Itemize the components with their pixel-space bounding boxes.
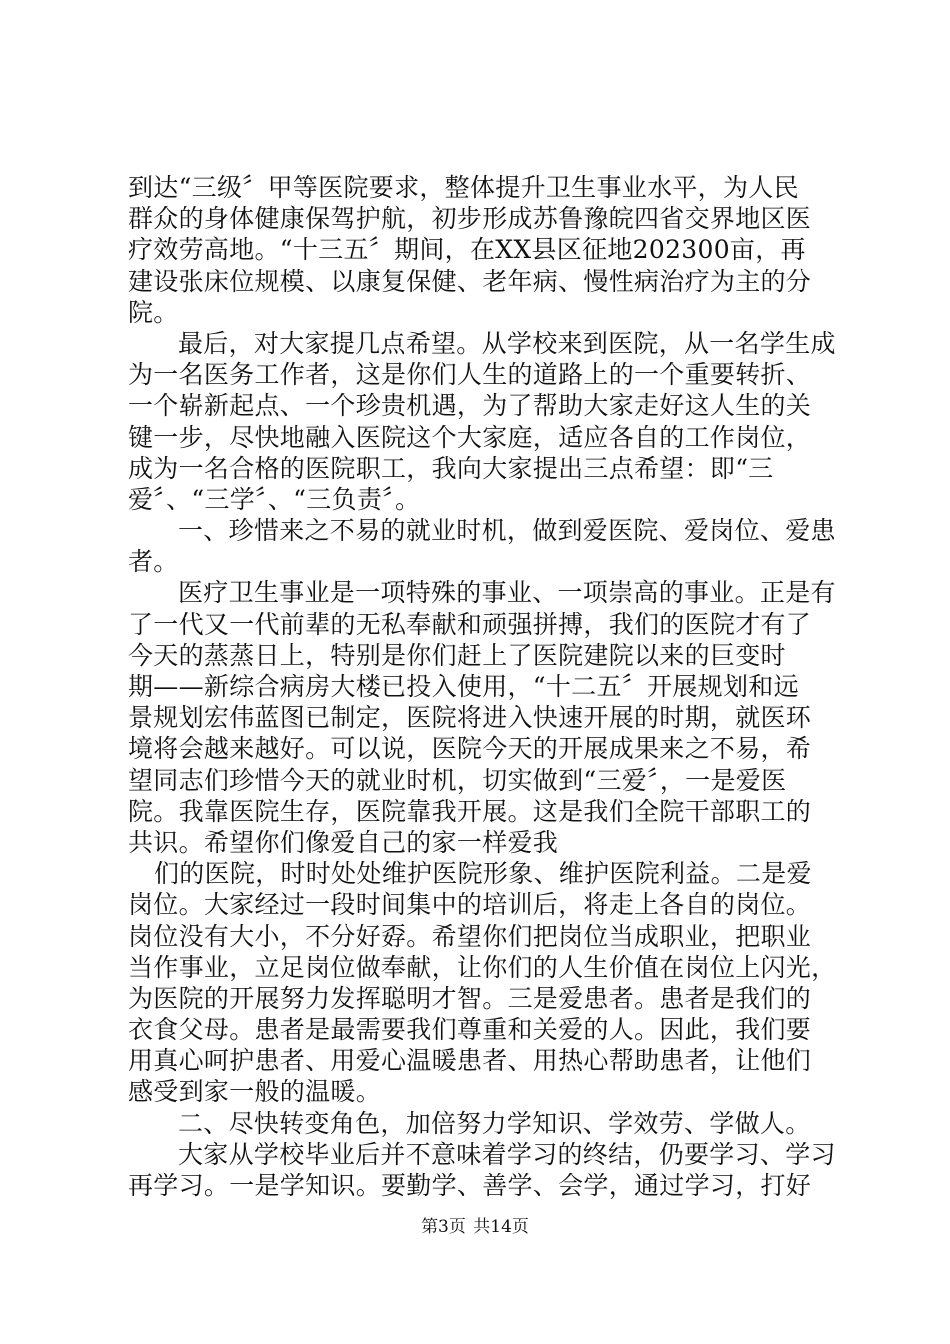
text-line: 到达“三级〞甲等医院要求，整体提升卫生事业水平，为人民 xyxy=(128,173,799,202)
text-line: 最后，对大家提几点希望。从学校来到医院，从一名学生成 xyxy=(178,328,836,358)
text-line: 当作事业，立足岗位做奉献，让你们的人生价值在岗位上闪光， xyxy=(128,952,837,982)
text-line: 为一名医务工作者，这是你们人生的道路上的一个重要转折、 xyxy=(128,360,812,390)
text-line: 者。 xyxy=(128,547,179,577)
text-line: 用真心呵护患者、用爱心温暖患者、用热心帮助患者，让他们 xyxy=(128,1046,812,1076)
text-line: 院。 xyxy=(128,297,179,327)
text-line: 们的医院，时时处处维护医院形象、维护医院利益。二是爱 xyxy=(154,859,812,889)
text-line: 共识。希望你们像爱自己的家一样爱我 xyxy=(128,827,559,857)
text-line: 为医院的开展努力发挥聪明才智。三是爱患者。患者是我们的 xyxy=(128,983,812,1013)
text-line: 岗位。大家经过一段时间集中的培训后，将走上各自的岗位。 xyxy=(128,890,812,920)
text-line: 岗位没有大小，不分好孬。希望你们把岗位当成职业，把职业 xyxy=(128,921,812,951)
section-heading-2: 二、尽快转变角色，加倍努力学知识、学效劳、学做人。 xyxy=(178,1108,811,1138)
text-line: 爱〞、“三学〞、“三负责〞。 xyxy=(128,484,421,514)
section-heading-1: 一、珍惜来之不易的就业时机，做到爱医院、爱岗位、爱患 xyxy=(178,516,836,546)
text-line: 键一步，尽快地融入医院这个大家庭，适应各自的工作岗位， xyxy=(128,422,812,452)
text-line: 院。我靠医院生存，医院靠我开展。这是我们全院干部职工的 xyxy=(128,796,812,826)
text-line: 大家从学校毕业后并不意味着学习的终结，仍要学习、学习 xyxy=(178,1139,836,1169)
page-number: 第3页 xyxy=(421,1217,466,1237)
text-line: 衣食父母。患者是最需要我们尊重和关爱的人。因此，我们要 xyxy=(128,1015,812,1045)
text-line: 景规划宏伟蓝图已制定，医院将进入快速开展的时期，就医环 xyxy=(128,703,812,733)
text-line: 望同志们珍惜今天的就业时机，切实做到“三爱〞，一是爱医 xyxy=(128,765,787,795)
document-body xyxy=(128,172,837,1201)
text-line: 群众的身体健康保驾护航，初步形成苏鲁豫皖四省交界地区医 xyxy=(128,204,812,234)
text-line: 医疗卫生事业是一项特殊的事业、一项崇高的事业。正是有 xyxy=(178,578,836,608)
page-footer xyxy=(0,1216,950,1238)
text-line: 期——新综合病房大楼已投入使用，“十二五〞开展规划和远 xyxy=(128,672,799,701)
page-total: 共14页 xyxy=(473,1217,529,1237)
text-line: 成为一名合格的医院职工，我向大家提出三点希望：即“三 xyxy=(128,453,774,483)
text-line: 今天的蒸蒸日上，特别是你们赶上了医院建院以来的巨变时 xyxy=(128,640,786,670)
text-line: 感受到家一般的温暖。 xyxy=(128,1077,382,1107)
text-line: 建设张床位规模、以康复保健、老年病、慢性病治疗为主的分 xyxy=(128,266,812,296)
text-line: 了一代又一代前辈的无私奉献和顽强拼搏，我们的医院才有了 xyxy=(128,609,812,639)
text-line: 境将会越来越好。可以说，医院今天的开展成果来之不易，希 xyxy=(128,734,812,764)
text-line: 再学习。一是学知识。要勤学、善学、会学，通过学习，打好 xyxy=(128,1171,812,1200)
text-line: 一个崭新起点、一个珍贵机遇，为了帮助大家走好这人生的关 xyxy=(128,391,812,421)
text-line: 疗效劳高地。“十三五〞期间，在XX县区征地202300亩，再 xyxy=(128,235,806,265)
